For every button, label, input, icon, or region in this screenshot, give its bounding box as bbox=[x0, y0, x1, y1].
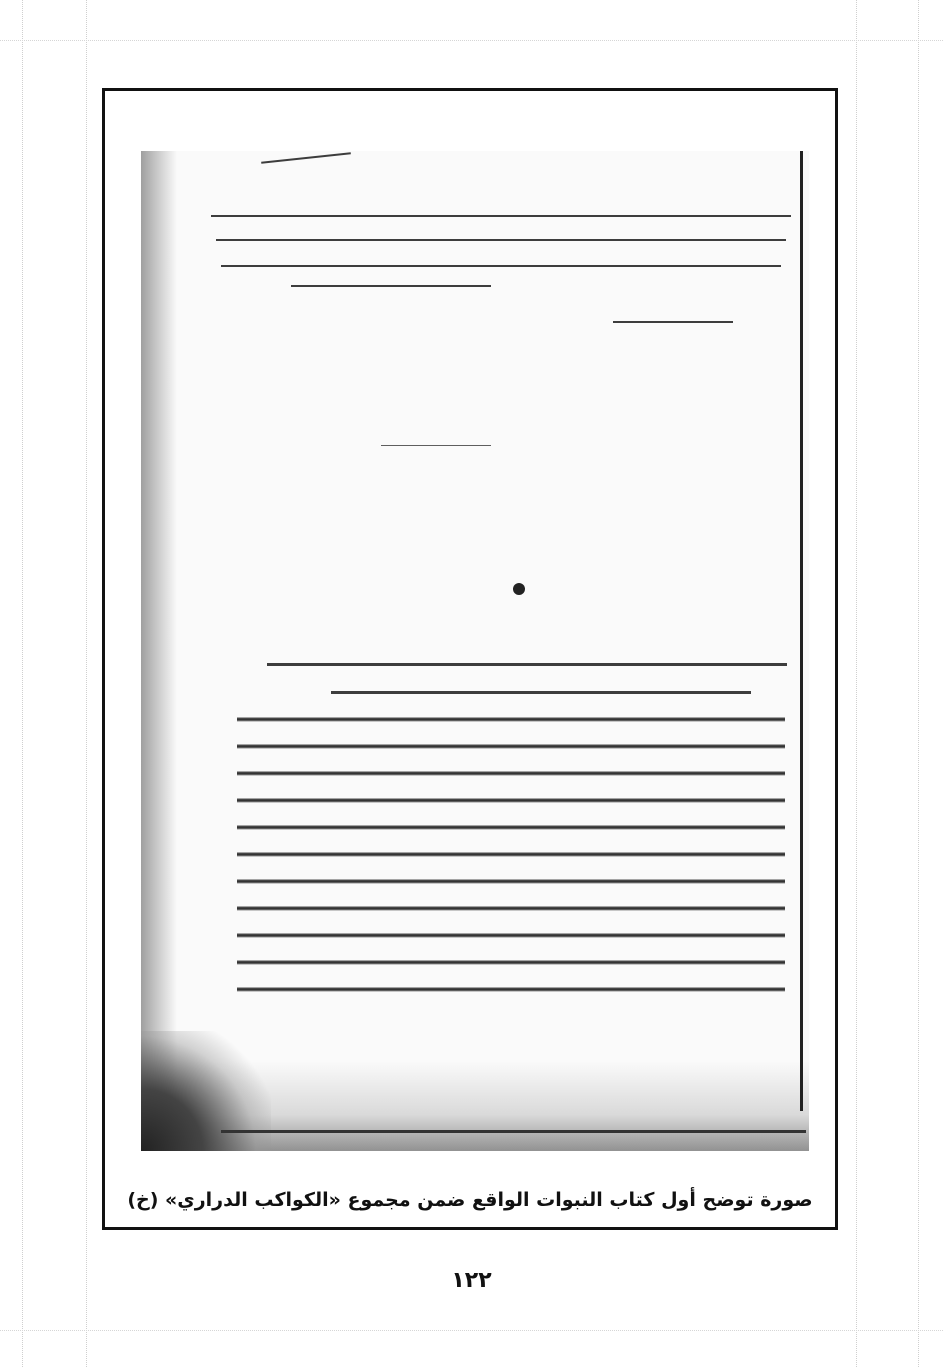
manuscript-edge bbox=[800, 151, 803, 1111]
scan-guide-line bbox=[0, 40, 943, 41]
handwriting-stroke bbox=[261, 152, 351, 163]
manuscript-shadow bbox=[141, 151, 177, 1151]
manuscript-image bbox=[141, 151, 809, 1151]
handwriting-body bbox=[237, 699, 785, 999]
scan-guide-line bbox=[86, 0, 87, 1367]
ink-ornament bbox=[513, 583, 525, 595]
scan-guide-line bbox=[0, 1330, 943, 1331]
scan-guide-line bbox=[918, 0, 919, 1367]
page-number: ١٢٢ bbox=[451, 1268, 492, 1293]
figure-frame bbox=[102, 88, 838, 1230]
manuscript-dark-corner bbox=[141, 1031, 271, 1151]
handwriting-stroke bbox=[381, 445, 491, 446]
scan-guide-line bbox=[856, 0, 857, 1367]
handwriting-line bbox=[291, 285, 491, 287]
scan-guide-line bbox=[22, 0, 23, 1367]
handwriting-heading bbox=[267, 663, 787, 666]
handwriting-line bbox=[613, 321, 733, 323]
manuscript-edge bbox=[221, 1130, 806, 1133]
figure-caption: صورة توضح أول كتاب النبوات الواقع ضمن مجموع «الكواكب الدراري» (خ) bbox=[127, 1189, 813, 1211]
handwriting-line bbox=[221, 265, 781, 267]
handwriting-line bbox=[211, 215, 791, 217]
handwriting-heading bbox=[331, 691, 751, 694]
handwriting-line bbox=[216, 239, 786, 241]
